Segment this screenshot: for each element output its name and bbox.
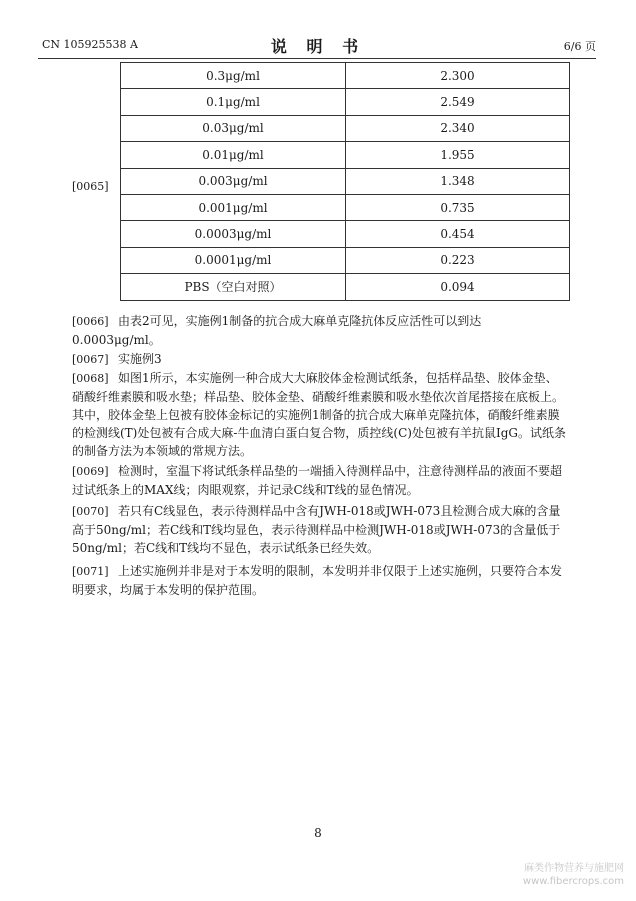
paragraph-number: [0068] — [72, 372, 109, 385]
page-number: 8 — [314, 826, 322, 840]
paragraph-text: 实施例3 — [118, 352, 162, 366]
value-cell: 0.094 — [346, 274, 570, 300]
watermark-url: www.fibercrops.com — [522, 876, 624, 887]
paragraph-0066 — [72, 312, 566, 349]
paragraph-0068 — [72, 369, 566, 460]
document-title: 说 明 书 — [270, 37, 366, 56]
paragraph-number: [0067] — [72, 353, 109, 366]
concentration-cell: 0.001μg/ml — [121, 194, 346, 220]
concentration-cell: 0.3μg/ml — [121, 63, 346, 89]
table-row — [121, 221, 570, 247]
paragraph-text: 检测时，室温下将试纸条样品垫的一端插入待测样品中，注意待测样品的液面不要超过试纸条上的MAX线；肉眼观察，并记录C线和T线的显色情况。 — [72, 464, 563, 497]
table-row — [121, 274, 570, 300]
paragraph-number: [0066] — [72, 315, 109, 328]
value-cell: 2.300 — [346, 63, 570, 89]
paragraph-number: [0069] — [72, 465, 109, 478]
value-cell: 2.549 — [346, 89, 570, 115]
value-cell: 1.955 — [346, 142, 570, 168]
paragraph-number: [0071] — [72, 565, 109, 578]
table-row — [121, 194, 570, 220]
paragraph-0071 — [72, 562, 566, 599]
concentration-cell: 0.1μg/ml — [121, 89, 346, 115]
paragraph-0070 — [72, 502, 566, 557]
paragraph-text: 若只有C线显色，表示待测样品中含有JWH-018或JWH-073且检测合成大麻的含量高于50ng/ml；若C线和T线均显色，表示待测样品中检测JWH-018或JWH-073的含量低于50ng/ml；若C线和T线均不显色，表示试纸条已经失效。 — [72, 504, 561, 555]
value-cell: 0.454 — [346, 221, 570, 247]
paragraph-0067 — [72, 350, 566, 369]
value-cell: 2.340 — [346, 115, 570, 141]
table-row — [121, 115, 570, 141]
watermark-name: 麻类作物营养与施肥网 — [524, 863, 624, 874]
value-cell: 0.735 — [346, 194, 570, 220]
header-divider — [38, 58, 596, 59]
paragraph-text: 如图1所示，本实施例一种合成大大麻胶体金检测试纸条，包括样品垫、胶体金垫、硝酸纤维素膜和吸水垫；样品垫、胶体金垫、硝酸纤维素膜和吸水垫依次首尾搭接在底板上。其中，胶体金垫上包被有胶体金标记的实施例1制备的抗合成大麻单克隆抗体，硝酸纤维素膜的检测线(T)处包被有合成大麻-牛血清白蛋白复合物，质控线(C)处包被有羊抗鼠IgG。试纸条的制备方法为本领域的常规方法。 — [72, 371, 566, 458]
page-indicator: 6/6 页 — [563, 40, 596, 53]
value-cell: 1.348 — [346, 168, 570, 194]
concentration-cell: 0.03μg/ml — [121, 115, 346, 141]
paragraph-0069 — [72, 462, 566, 499]
concentration-cell: 0.0001μg/ml — [121, 247, 346, 273]
concentration-cell: PBS（空白对照） — [121, 274, 346, 300]
concentration-cell: 0.0003μg/ml — [121, 221, 346, 247]
paragraph-text: 由表2可见，实施例1制备的抗合成大麻单克隆抗体反应活性可以到达0.0003μg/ml。 — [72, 314, 482, 347]
table-row — [121, 63, 570, 89]
value-cell: 0.223 — [346, 247, 570, 273]
table-row — [121, 89, 570, 115]
paragraph-number: [0070] — [72, 505, 109, 518]
patent-number: CN 105925538 A — [42, 38, 138, 51]
concentration-cell: 0.01μg/ml — [121, 142, 346, 168]
concentration-table — [120, 62, 570, 301]
table-row — [121, 168, 570, 194]
paragraph-text: 上述实施例并非是对于本发明的限制，本发明并非仅限于上述实施例，只要符合本发明要求，均属于本发明的保护范围。 — [72, 564, 563, 597]
table-row — [121, 247, 570, 273]
site-watermark — [523, 862, 624, 888]
table-paragraph-number: [0065] — [72, 180, 109, 193]
table-row — [121, 142, 570, 168]
concentration-cell: 0.003μg/ml — [121, 168, 346, 194]
